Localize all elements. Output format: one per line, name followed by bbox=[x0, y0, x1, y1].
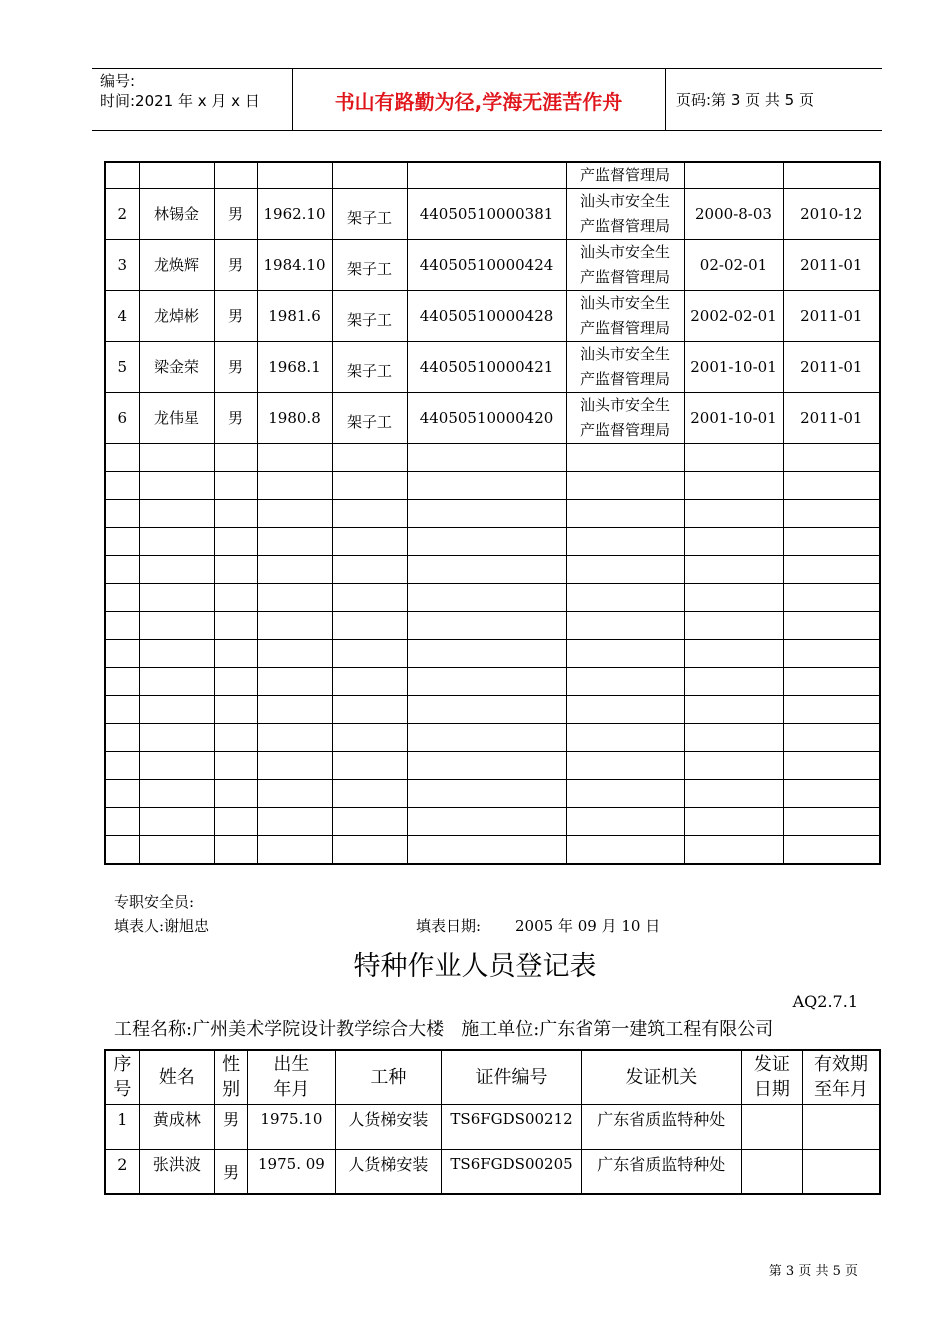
valid-until: 2011-01 bbox=[783, 291, 880, 342]
row-number: 2 bbox=[105, 189, 139, 240]
row-number: 6 bbox=[105, 393, 139, 444]
empty-row bbox=[105, 500, 880, 528]
org-line: 汕头市安全生 bbox=[579, 345, 670, 363]
code-label: 编号: bbox=[100, 72, 136, 90]
issue-date: 02-02-01 bbox=[684, 240, 783, 291]
org-line: 产监督管理局 bbox=[579, 370, 670, 388]
job-type: 架子工 bbox=[332, 240, 407, 291]
table-row bbox=[105, 240, 880, 291]
issue-date: 2000-8-03 bbox=[684, 189, 783, 240]
fill-date-label: 填表日期: bbox=[416, 917, 482, 935]
header-page-label: 页码:第 3 页 共 5 页 bbox=[676, 91, 814, 109]
org-line: 汕头市安全生 bbox=[579, 294, 670, 312]
special-operations-table bbox=[104, 1049, 881, 1195]
job-type: 架子工 bbox=[332, 189, 407, 240]
cert-number: TS6FGDS00205 bbox=[442, 1149, 582, 1194]
job-type: 架子工 bbox=[332, 291, 407, 342]
cert-number: 44050510000420 bbox=[407, 393, 566, 444]
cert-number: 44050510000428 bbox=[407, 291, 566, 342]
birth-date: 1980.8 bbox=[257, 393, 332, 444]
empty-row bbox=[105, 640, 880, 668]
empty-row bbox=[105, 556, 880, 584]
page-footer: 第 3 页 共 5 页 bbox=[768, 1264, 858, 1279]
empty-row bbox=[105, 724, 880, 752]
empty-row bbox=[105, 668, 880, 696]
fill-date: 2005 年 09 月 10 日 bbox=[515, 917, 661, 935]
birth-date: 1984.10 bbox=[257, 240, 332, 291]
job-type: 人货梯安装 bbox=[335, 1149, 442, 1194]
person-name: 龙伟星 bbox=[139, 393, 214, 444]
time-label: 时间:2021 年 x 月 x 日 bbox=[100, 92, 260, 110]
header-meta bbox=[100, 71, 260, 111]
issuing-org bbox=[566, 240, 684, 291]
job-type: 架子工 bbox=[332, 393, 407, 444]
valid-until: 2011-01 bbox=[783, 240, 880, 291]
empty-row bbox=[105, 752, 880, 780]
header-divider bbox=[665, 69, 666, 130]
birth-date: 1968.1 bbox=[257, 342, 332, 393]
header-valid: 有效期 至年月 bbox=[803, 1050, 880, 1104]
sex: 男 bbox=[214, 189, 257, 240]
table-row bbox=[105, 162, 880, 189]
valid-until: 2011-01 bbox=[783, 393, 880, 444]
empty-row bbox=[105, 584, 880, 612]
cert-number: 44050510000421 bbox=[407, 342, 566, 393]
org-line: 汕头市安全生 bbox=[579, 192, 670, 210]
job-type: 架子工 bbox=[332, 342, 407, 393]
issuing-org: 广东省质监特种处 bbox=[581, 1149, 741, 1194]
org-line: 产监督管理局 bbox=[579, 268, 670, 286]
row-number: 5 bbox=[105, 342, 139, 393]
empty-row bbox=[105, 836, 880, 864]
valid-until bbox=[803, 1149, 880, 1194]
header-cert: 证件编号 bbox=[442, 1050, 582, 1104]
sex: 男 bbox=[214, 291, 257, 342]
issue-date: 2002-02-01 bbox=[684, 291, 783, 342]
issue-date bbox=[741, 1149, 802, 1194]
safety-officer-label: 专职安全员: bbox=[114, 893, 195, 911]
header-birth: 出生 年月 bbox=[248, 1050, 335, 1104]
header-motto: 书山有路勤为径,学海无涯苦作舟 bbox=[334, 90, 623, 114]
cert-number: 44050510000424 bbox=[407, 240, 566, 291]
row-number: 1 bbox=[105, 1104, 139, 1149]
birth-date: 1981.6 bbox=[257, 291, 332, 342]
cert-number: TS6FGDS00212 bbox=[442, 1104, 582, 1149]
header-name: 姓名 bbox=[139, 1050, 214, 1104]
empty-row bbox=[105, 444, 880, 472]
form-code: AQ2.7.1 bbox=[792, 992, 858, 1011]
empty-row bbox=[105, 780, 880, 808]
valid-until bbox=[803, 1104, 880, 1149]
table-row bbox=[105, 1104, 880, 1149]
person-name: 黄成林 bbox=[139, 1104, 214, 1149]
personnel-table-continued bbox=[104, 161, 881, 865]
empty-row bbox=[105, 472, 880, 500]
issuing-org bbox=[566, 189, 684, 240]
issuing-org: 广东省质监特种处 bbox=[581, 1104, 741, 1149]
row-number: 3 bbox=[105, 240, 139, 291]
job-type: 人货梯安装 bbox=[335, 1104, 442, 1149]
table-row bbox=[105, 291, 880, 342]
table-row bbox=[105, 393, 880, 444]
page-header bbox=[92, 68, 882, 131]
person-name: 龙焕辉 bbox=[139, 240, 214, 291]
issue-date: 2001-10-01 bbox=[684, 393, 783, 444]
org-line: 产监督管理局 bbox=[579, 421, 670, 439]
table-header-row bbox=[105, 1050, 880, 1104]
org-line: 汕头市安全生 bbox=[579, 243, 670, 261]
empty-row bbox=[105, 612, 880, 640]
birth-date: 1975. 09 bbox=[248, 1149, 335, 1194]
table-row bbox=[105, 1149, 880, 1194]
birth-date: 1975.10 bbox=[248, 1104, 335, 1149]
sex: 男 bbox=[214, 342, 257, 393]
org-cell: 产监督管理局 bbox=[566, 162, 684, 189]
empty-row bbox=[105, 808, 880, 836]
issuing-org bbox=[566, 393, 684, 444]
empty-row bbox=[105, 528, 880, 556]
table-row bbox=[105, 342, 880, 393]
person-name: 梁金荣 bbox=[139, 342, 214, 393]
person-name: 林锡金 bbox=[139, 189, 214, 240]
empty-row bbox=[105, 696, 880, 724]
row-number: 2 bbox=[105, 1149, 139, 1194]
filler-label: 填表人:谢旭忠 bbox=[114, 917, 210, 935]
valid-until: 2011-01 bbox=[783, 342, 880, 393]
project-line: 工程名称:广州美术学院设计教学综合大楼 施工单位:广东省第一建筑工程有限公司 bbox=[114, 1019, 774, 1040]
issue-date bbox=[741, 1104, 802, 1149]
org-line: 汕头市安全生 bbox=[579, 396, 670, 414]
issue-date: 2001-10-01 bbox=[684, 342, 783, 393]
birth-date: 1962.10 bbox=[257, 189, 332, 240]
table-row bbox=[105, 189, 880, 240]
sex: 男 bbox=[215, 1104, 248, 1149]
sex: 男 bbox=[214, 240, 257, 291]
form-title: 特种作业人员登记表 bbox=[353, 951, 597, 982]
org-line: 产监督管理局 bbox=[579, 217, 670, 235]
header-sex: 性 别 bbox=[215, 1050, 248, 1104]
issuing-org bbox=[566, 291, 684, 342]
header-job: 工种 bbox=[335, 1050, 442, 1104]
person-name: 张洪波 bbox=[139, 1149, 214, 1194]
header-org: 发证机关 bbox=[581, 1050, 741, 1104]
header-no: 序 号 bbox=[105, 1050, 139, 1104]
valid-until: 2010-12 bbox=[783, 189, 880, 240]
header-date: 发证 日期 bbox=[741, 1050, 802, 1104]
cert-number: 44050510000381 bbox=[407, 189, 566, 240]
row-number: 4 bbox=[105, 291, 139, 342]
sex: 男 bbox=[214, 393, 257, 444]
person-name: 龙焯彬 bbox=[139, 291, 214, 342]
org-line: 产监督管理局 bbox=[579, 319, 670, 337]
issuing-org bbox=[566, 342, 684, 393]
sex: 男 bbox=[215, 1149, 248, 1194]
